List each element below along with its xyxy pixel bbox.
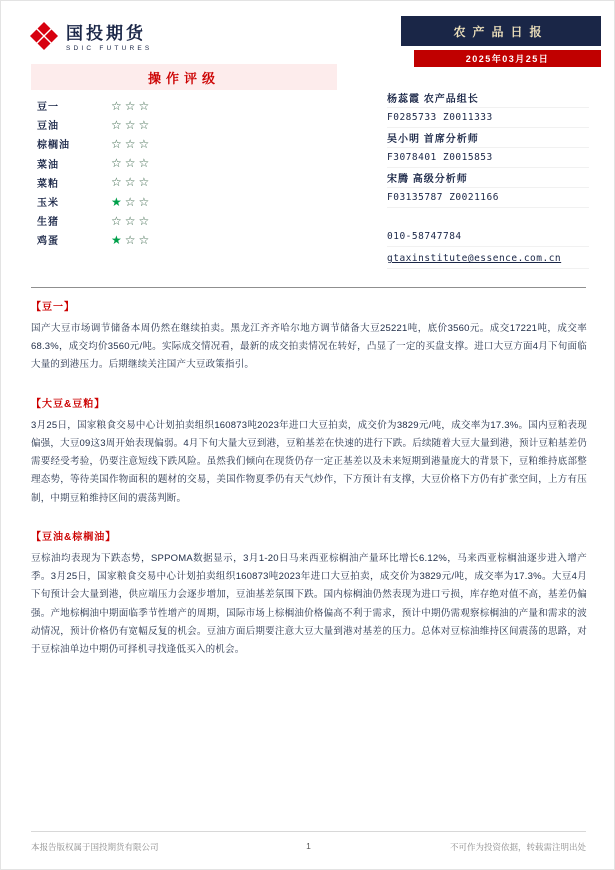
report-title: 农产品日报 (401, 16, 601, 46)
analyst-entry (387, 88, 589, 128)
rating-commodity-name: 豆油 (37, 121, 59, 133)
star-empty-icon: ☆ (124, 117, 139, 132)
rating-stars (111, 196, 152, 208)
rating-commodity-name: 玉米 (37, 198, 59, 210)
rating-row (37, 115, 337, 134)
rating-stars (111, 138, 152, 150)
star-empty-icon: ☆ (124, 232, 139, 247)
star-empty-icon: ☆ (138, 156, 153, 171)
star-empty-icon: ☆ (124, 213, 139, 228)
report-sections (31, 298, 587, 659)
rating-row (37, 154, 337, 173)
ratings-table (37, 96, 337, 250)
star-empty-icon: ☆ (111, 156, 125, 171)
page-footer (31, 831, 586, 853)
star-empty-icon: ☆ (111, 117, 125, 132)
rating-row (37, 211, 337, 230)
brand-logo (29, 21, 152, 56)
contact-phone: 010-58747784 (387, 231, 462, 242)
star-empty-icon: ☆ (138, 175, 153, 190)
report-section (31, 528, 587, 659)
rating-commodity-name: 菜油 (37, 159, 59, 171)
star-empty-icon: ☆ (111, 175, 125, 190)
section-heading: 【大豆&豆粕】 (31, 398, 106, 410)
analyst-license-codes: F3078401 Z0015853 (387, 152, 493, 163)
analyst-entry (387, 168, 589, 208)
section-body-text: 国产大豆市场调节储备本周仍然在继续拍卖。黑龙江齐齐哈尔地方调节储备大豆25221吨，底价3560元。成交17221吨，成交率68.3%，成交均价3560元/吨。实际成交情况看，最新的成交拍卖情况在转好，凸显了一定的买盘支撑。进口大豆方面4月下旬面临大量的到港压力。后期继续关注国产大豆政策指引。 (31, 323, 587, 371)
footer-page-number: 1 (306, 841, 311, 851)
rating-stars (111, 176, 152, 188)
rating-stars (111, 157, 152, 169)
analyst-license-codes: F03135787 Z0021166 (387, 192, 499, 203)
rating-commodity-name: 豆一 (37, 102, 59, 114)
report-section (31, 298, 587, 375)
star-filled-icon: ★ (111, 232, 125, 247)
contact-block (387, 227, 589, 269)
rating-commodity-name: 菜粕 (37, 178, 59, 190)
rating-commodity-name: 鸡蛋 (37, 236, 59, 248)
contact-email-link[interactable]: gtaxinstitute@essence.com.cn (387, 253, 562, 264)
rating-row (37, 134, 337, 153)
rating-row (37, 173, 337, 192)
section-heading: 【豆油&棕榈油】 (31, 531, 117, 543)
star-empty-icon: ☆ (138, 136, 153, 151)
star-empty-icon: ☆ (138, 232, 153, 247)
header-divider (31, 287, 586, 288)
footer-disclaimer: 不可作为投资依据，转载需注明出处 (449, 842, 586, 852)
analyst-license-codes: F0285733 Z0011333 (387, 112, 493, 123)
star-empty-icon: ☆ (111, 213, 125, 228)
analyst-list (387, 88, 589, 208)
rating-stars (111, 215, 152, 227)
rating-row (37, 96, 337, 115)
report-date: 2025年03月25日 (414, 50, 601, 67)
star-filled-icon: ★ (111, 194, 125, 209)
star-empty-icon: ☆ (124, 194, 139, 209)
footer-copyright: 本报告版权属于国投期货有限公司 (31, 842, 159, 852)
rating-row (37, 192, 337, 211)
star-empty-icon: ☆ (138, 98, 153, 113)
star-empty-icon: ☆ (111, 98, 125, 113)
rating-stars (111, 119, 152, 131)
star-empty-icon: ☆ (124, 98, 139, 113)
sdic-logo-icon (29, 21, 59, 56)
star-empty-icon: ☆ (124, 136, 139, 151)
rating-row (37, 230, 337, 249)
masthead (401, 16, 601, 67)
section-body-text: 豆棕油均表现为下跌态势，SPPOMA数据显示，3月1-20日马来西亚棕榈油产量环比增长6.12%，马来西亚棕榈油逐步进入增产季。3月25日，国家粮食交易中心计划拍卖组织160873吨2023年进口大豆拍卖，成交价为3829元/吨，成交率为17.3%。大豆4月下旬预计会大量到港，供应端压力会逐步增加，豆油基差氛围下跌。国内棕榈油仍然表现为进口亏损，库存绝对值不高，基差仍偏强。产地棕榈油中期面临季节性增产的周期，国际市场上棕榈油价格偏高不利于需求，预计中期仍需观察棕榈油的产量和需求的波动情况，预计价格仍有宽幅反复的机会。豆油方面后期要注意大豆大量到港对基差的压力。总体对豆棕油维持区间震荡的思路，对于豆棕油单边中期仍可择机寻找逢低买入的机会。 (31, 552, 587, 656)
rating-commodity-name: 生猪 (37, 217, 59, 229)
star-empty-icon: ☆ (138, 117, 153, 132)
rating-stars (111, 100, 152, 112)
star-empty-icon: ☆ (138, 213, 153, 228)
star-empty-icon: ☆ (138, 194, 153, 209)
star-empty-icon: ☆ (111, 136, 125, 151)
analyst-name-title: 吴小明 首席分析师 (387, 134, 479, 145)
analyst-name-title: 宋腾 高级分析师 (387, 174, 468, 185)
section-heading: 【豆一】 (31, 302, 75, 313)
brand-subtitle: SDIC FUTURES (66, 45, 153, 53)
star-empty-icon: ☆ (124, 156, 139, 171)
ratings-title: 操作评级 (31, 64, 337, 90)
report-section (31, 395, 587, 508)
star-empty-icon: ☆ (124, 175, 139, 190)
analyst-name-title: 杨蕊霞 农产品组长 (387, 94, 479, 105)
rating-stars (111, 234, 152, 246)
analyst-entry (387, 128, 589, 168)
rating-commodity-name: 棕榈油 (37, 140, 70, 152)
section-body-text: 3月25日，国家粮食交易中心计划拍卖组织160873吨2023年进口大豆拍卖，成交价为3829元/吨，成交率为17.3%。国内豆粕表现偏强，大豆09这3周开始表现偏弱。4月下旬大量大豆到港，豆粕基差在快速的进行下跌。后续随着大豆大量到港，预计豆粕基差仍需要经受考验，仍要注意短线下跌风险。虽然我们倾向在现货仍存一定正基差以及未来短期到港量庞大的背景下，豆粕维持底部整理态势，等待美国作物面积的题材的交易，美国作物夏季仍有天气炒作，下方预计有支撑，大豆价格下方仍有扩张空间，上方有压制，中期豆粕维持区间的震荡判断。 (31, 419, 587, 504)
brand-name: 国投期货 (66, 23, 146, 43)
